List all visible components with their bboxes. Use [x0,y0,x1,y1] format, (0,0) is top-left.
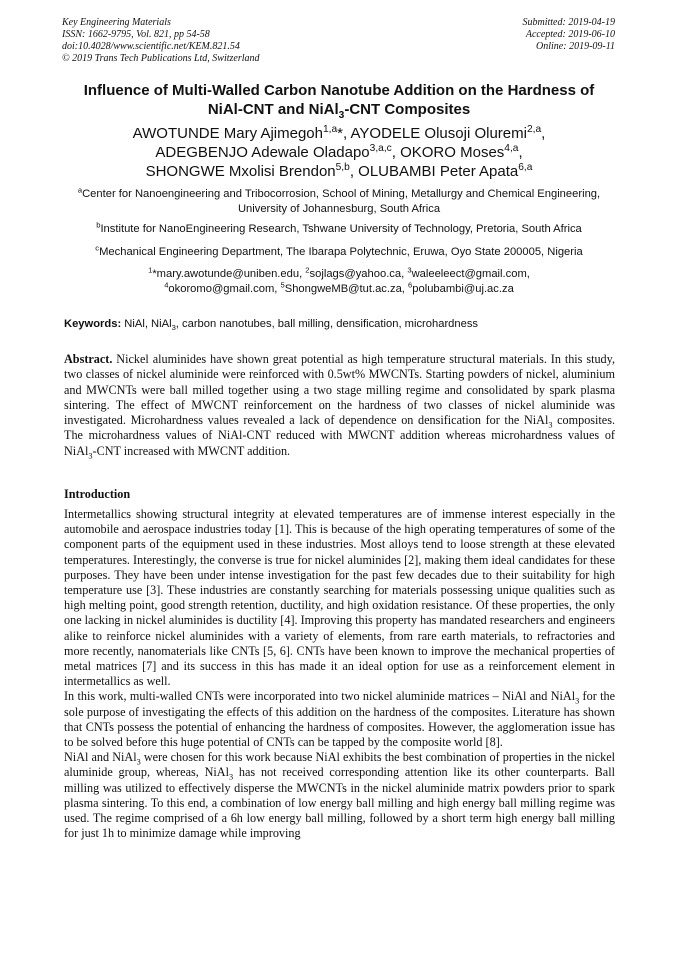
email-mark: 3 [407,265,412,275]
author-line [40,162,638,181]
affiliation-text: Mechanical Engineering Department, The Ibarapa Polytechnic, Eruwa, Oyo State 200005, Nigeria [99,246,583,258]
title-text: NiAl-CNT and NiAl [207,101,339,118]
affiliation-c [60,245,618,260]
affiliation-text: Institute for NanoEngineering Research, Tshwane University of Technology, Pretoria, South Africa [100,223,582,235]
abstract [64,352,615,459]
accepted-date: Accepted: 2019-06-10 [525,29,615,40]
email-mark: 2 [305,265,310,275]
introduction-heading: Introduction [64,487,131,501]
title-line-1: Influence of Multi-Walled Carbon Nanotube Addition on the Hardness of [83,82,595,99]
paragraph-subscript: 3 [575,696,580,706]
author-name: SHONGWE Mxolisi Brendon [145,163,336,180]
email-mark: 6 [408,280,413,290]
email-address[interactable]: waleeleect@gmail.com, [411,268,530,280]
author-name: AYODELE Olusoji Oluremi [350,125,527,142]
paragraph [64,750,615,841]
author-separator: , [391,144,401,161]
author-separator: *, [337,125,351,142]
keywords-text: , carbon nanotubes, ball milling, densification, microhardness [175,318,479,330]
title-line-2 [50,100,628,119]
author-affil-mark: 2,a [526,124,542,135]
keywords-label: Keywords: [64,318,122,330]
keywords [64,317,615,332]
title-subscript: 3 [338,110,345,121]
email-mark: 5 [280,280,285,290]
affiliation-b [60,222,618,237]
paragraph: Intermetallics showing structural integrity at elevated temperatures are of immense interest especially in the automobile and aerospace industries today [1]. This is because of the high operating temperatures of some of the component parts of the equipment used in these industries. Most alloys tend to loose strength at these elevated temperatures. Interestingly, the converse is true for nickel aluminides [2], making them ideal candidates for these purposes. They have been under intense investigation for the past few decades due to their suitability for high temperature use [3]. These industries are constantly searching for materials possessing unique qualities such as high melting point, good strength retention, ductility, and high oxidation resistance. Of these properties, the only one lacking in nickel aluminides is ductility [4]. Improving this property has mandated researchers and engineers alike to reinforce nickel aluminides with a variety of elements, from rare earth materials, to refractories and more recently, nanomaterials like CNTs [5, 6]. CNTs have been known to improve the mechanical properties of metal matrices [7] and its success in this has made it an ideal option for use as a reinforcement element in intermetallics as well. [64,507,615,689]
author-name: ADEGBENJO Adewale Oladapo [155,144,370,161]
copyright-line: © 2019 Trans Tech Publications Ltd, Switzerland [62,53,260,64]
online-date: Online: 2019-09-11 [536,41,615,52]
abstract-text: -CNT increased with MWCNT addition. [92,443,291,458]
affiliation-mark: b [96,220,101,230]
author-affil-mark: 3,a,c [369,143,392,154]
email-address[interactable]: polubambi@uj.ac.za [412,283,514,295]
email-line [60,282,618,297]
affiliation-text: Center for Nanoengineering and Tribocorrosion, School of Mining, Metallurgy and Chemical Engineering, University of Johannesburg, South Africa [82,188,601,215]
paragraph-text: has not received corresponding attention like its other counterparts. Ball milling was utilized to effectively disperse the MWCNTs in the nickel aluminide matrix powders prior to spark plasma sintering. To this end, a combination of low energy ball milling and high energy ball milling regime was used. The regime comprised of a 6h low energy ball milling, followed by a short term high energy ball milling for just 1h to minimize damage while improving [64,765,615,841]
author-name: OLUBAMBI Peter Apata [358,163,519,180]
author-separator: , [541,125,546,142]
paragraph-subscript: 3 [136,757,141,767]
doi-line: doi:10.4028/www.scientific.net/KEM.821.54 [62,41,240,52]
dates-header [523,17,616,53]
issn-line: ISSN: 1662-9795, Vol. 821, pp 54-58 [62,29,210,40]
email-address[interactable]: *mary.awotunde@uniben.edu, [152,268,306,280]
author-affil-mark: 4,a [504,143,519,154]
introduction-body [64,507,615,841]
abstract-subscript: 3 [88,451,93,461]
title-text: -CNT Composites [344,101,471,118]
abstract-subscript: 3 [548,420,553,430]
email-mark: 4 [164,280,169,290]
affiliation-a [60,187,618,217]
email-address[interactable]: sojlags@yahoo.ca, [309,268,408,280]
email-list [60,267,618,297]
author-line [40,124,638,143]
paragraph-subscript: 3 [228,772,234,782]
affiliation-mark: c [95,243,100,253]
author-separator: , [518,144,523,161]
submitted-date: Submitted: 2019-04-19 [522,17,615,28]
paper-title [50,81,628,119]
author-name: OKORO Moses [400,144,505,161]
author-affil-mark: 6,a [518,162,533,173]
journal-header [62,17,260,65]
keywords-text: NiAl, NiAl [121,318,172,330]
email-line [60,267,618,282]
email-address[interactable]: ShongweMB@tut.ac.za, [284,283,409,295]
paragraph [64,689,615,750]
author-name: AWOTUNDE Mary Ajimegoh [132,125,323,142]
keywords-subscript: 3 [171,323,176,333]
author-line [40,143,638,162]
email-mark: 1 [148,265,153,275]
abstract-text: composites. The microhardness values of NiAl-CNT reduced with MWCNT addition whereas microhardness values of NiAl [64,413,616,458]
author-list [40,124,638,181]
author-affil-mark: 5,b [335,162,350,173]
paragraph-text: were chosen for this work because NiAl exhibits the best combination of properties in the nickel aluminide group, whereas, NiAl [64,750,615,780]
author-affil-mark: 1,a [322,124,338,135]
abstract-label: Abstract. [64,352,113,366]
paragraph-text: In this work, multi-walled CNTs were incorporated into two nickel aluminide matrices – NiAl and NiAl [64,689,576,704]
journal-name: Key Engineering Materials [62,17,171,28]
paragraph-text: for the sole purpose of investigating the effects of this addition on the hardness of the composites. Literature has shown that CNTs possess the potential of enhancing the hardness of composites. However, the agglomeration issue has to be solved before this huge potential of CNTs can be tapped by the composite world [8]. [64,689,615,750]
abstract-text: Nickel aluminides have shown great potential as high temperature structural materials. In this study, two classes of nickel aluminide were reinforced with 0.5wt% MWCNTs. Starting powders of nickel, aluminium and MWCNTs were ball milled together using a two stage milling regime and consolidated by spark plasma sintering. The effect of MWCNT reinforcement on the hardness of two classes of nickel aluminide was investigated. Microhardness values revealed a lack of dependence on densification for the NiAl [64,352,615,428]
paragraph-text: NiAl and NiAl [64,750,137,765]
affiliation-mark: a [77,185,83,195]
author-separator: , [349,163,359,180]
email-address[interactable]: okoromo@gmail.com, [168,283,281,295]
